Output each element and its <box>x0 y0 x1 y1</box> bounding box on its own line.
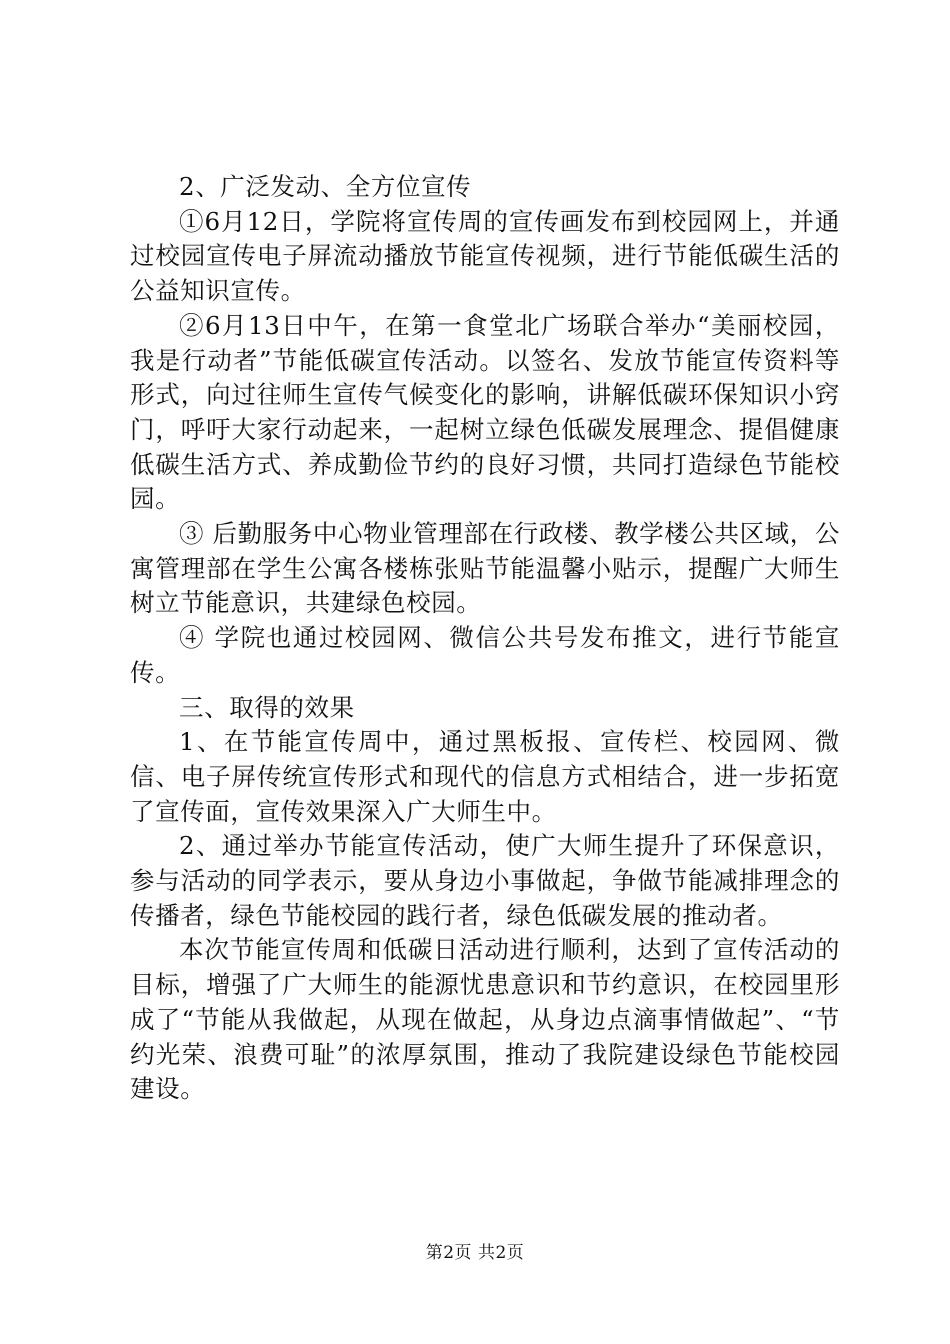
paragraph-result-2: 2、通过举办节能宣传活动，使广大师生提升了环保意识，参与活动的同学表示，要从身边小事做起，争做节能减排理念的传播者，绿色节能校园的践行者，绿色低碳发展的推动者。 <box>130 831 840 930</box>
page-footer <box>0 1242 950 1264</box>
page-number: 第2页 共2页 <box>425 1243 525 1263</box>
paragraph-conclusion: 本次节能宣传周和低碳日活动进行顺利，达到了宣传活动的目标，增强了广大师生的能源忧患意识和节约意识，在校园里形成了“节能从我做起，从现在做起，从身边点滴事情做起”、“节约光荣、浪费可耻”的浓厚氛围，推动了我院建设绿色节能校园建设。 <box>130 935 840 1104</box>
paragraph-item-4: ④ 学院也通过校园网、微信公共号发布推文，进行节能宣传。 <box>130 623 840 687</box>
section-heading-results: 三、取得的效果 <box>179 692 355 722</box>
paragraph-item-2: ②6月13日中午，在第一食堂北广场联合举办“美丽校园，我是行动者”节能低碳宣传活动。以签名、发放节能宣传资料等形式，向过往师生宣传气候变化的影响，讲解低碳环保知识小窍门，呼吁大家行动起来，一起树立绿色低碳发展理念、提倡健康低碳生活方式、养成勤俭节约的良好习惯，共同打造绿色节能校园。 <box>130 310 840 514</box>
paragraph-item-3: ③ 后勤服务中心物业管理部在行政楼、教学楼公共区域，公寓管理部在学生公寓各楼栋张贴节能温馨小贴示，提醒广大师生树立节能意识，共建绿色校园。 <box>130 519 840 618</box>
paragraph-item-1: ①6月12日，学院将宣传周的宣传画发布到校园网上，并通过校园宣传电子屏流动播放节能宣传视频，进行节能低碳生活的公益知识宣传。 <box>130 206 840 306</box>
section-heading-publicity: 2、广泛发动、全方位宣传 <box>179 172 472 201</box>
document-body <box>130 170 840 1107</box>
paragraph-result-1: 1、在节能宣传周中，通过黑板报、宣传栏、校园网、微信、电子屏传统宣传形式和现代的信息方式相结合，进一步拓宽了宣传面，宣传效果深入广大师生中。 <box>130 727 840 826</box>
